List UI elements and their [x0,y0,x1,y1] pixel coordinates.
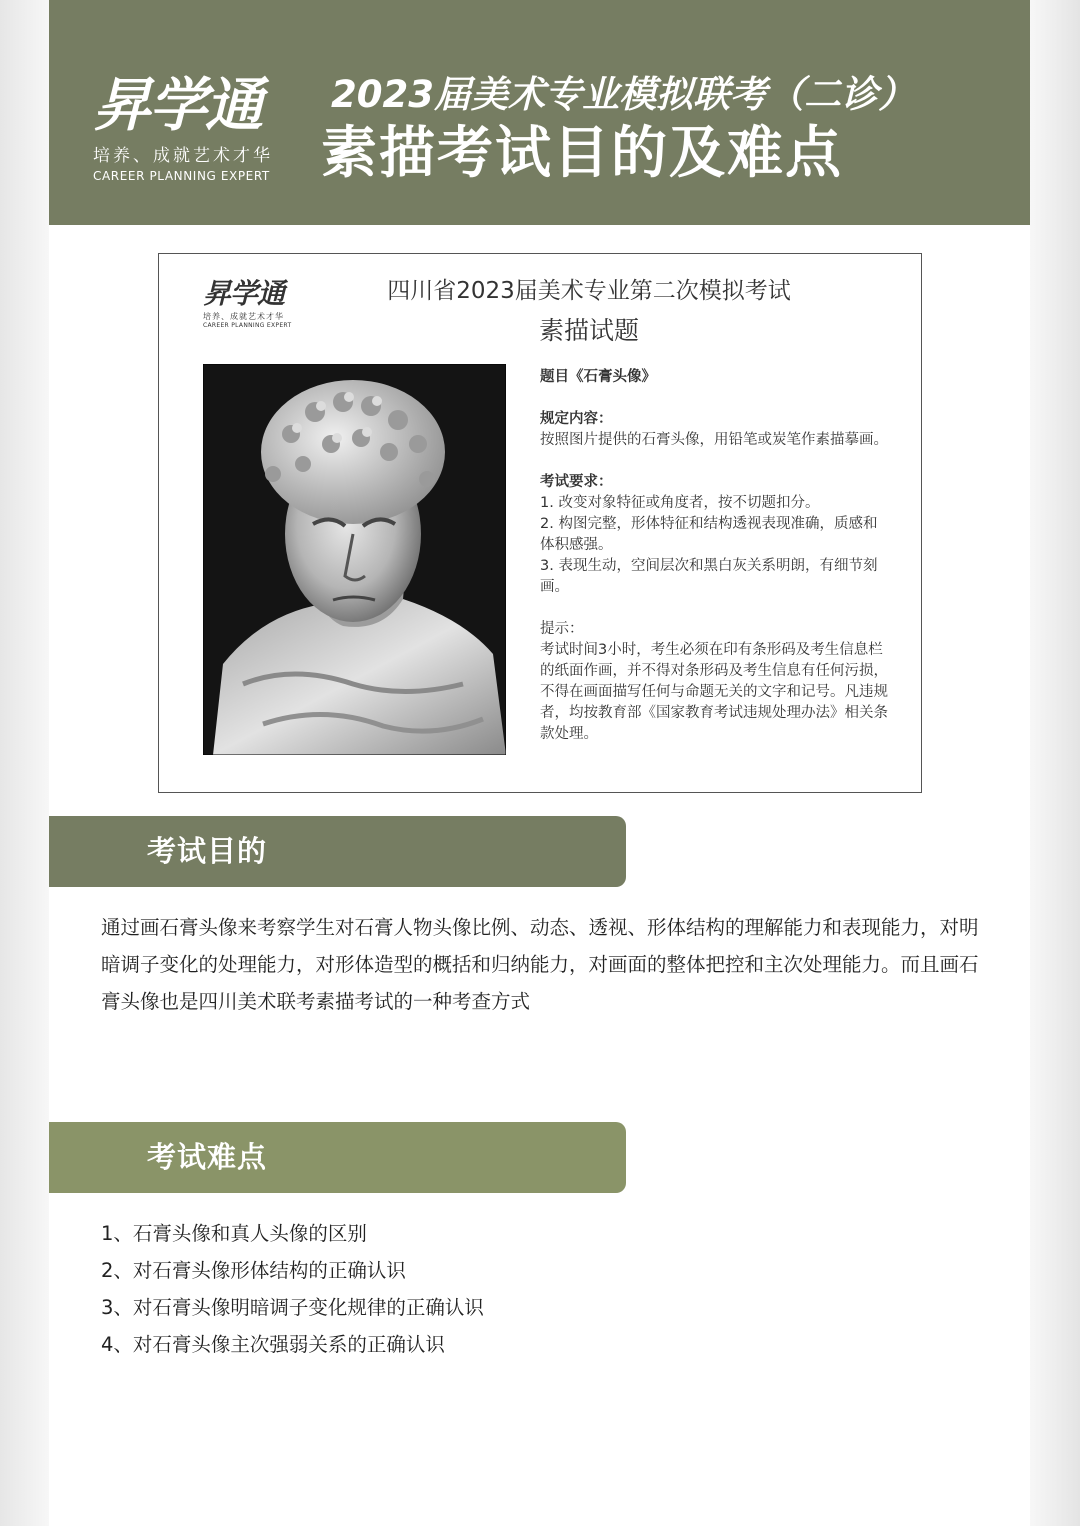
logo-slogan: 培养、成就艺术才华 [93,146,273,166]
card-subtitle: 素描试题 [538,316,639,345]
content-heading: 规定内容： [540,411,613,427]
plaster-bust-image [203,364,506,755]
difficulty-list [101,1215,484,1363]
card-instructions [540,367,890,745]
requirement-item: 2. 构图完整，形体特征和结构透视表现准确，质感和体积感强。 [540,516,878,553]
tip-text: 考试时间3小时，考生必须在印有条形码及考生信息栏的纸面作画，并不得对条形码及考生信息有任何污损，不得在画面描写任何与命题无关的文字和记号。凡违规者，均按教育部《国家教育考试违规处理办法》相关条款处理。 [540,642,888,742]
list-item: 3、对石膏头像明暗调子变化规律的正确认识 [101,1296,484,1319]
section-purpose-header [49,816,626,887]
list-item: 2、对石膏头像形体结构的正确认识 [101,1259,406,1282]
list-item: 1、石膏头像和真人头像的区别 [101,1222,367,1245]
card-logo-slogan: 培养、成就艺术才华 [203,312,284,321]
page [49,0,1030,1526]
page-title: 素描考试目的及难点 [321,121,843,186]
requirements-heading: 考试要求： [540,474,613,490]
logo-english: CAREER PLANNING EXPERT [93,169,270,183]
card-logo-wordmark: 昇学通 [203,277,285,310]
card-logo-english: CAREER PLANNING EXPERT [203,322,292,329]
card-title: 四川省2023届美术专业第二次模拟考试 [387,278,791,304]
card-topic: 题目《石膏头像》 [540,369,656,385]
logo-wordmark: 昇学通 [93,71,262,139]
section-difficulty-header [49,1122,626,1193]
header-banner [49,0,1030,225]
header-subtitle: 2023届美术专业模拟联考（二诊） [331,73,915,116]
list-item: 4、对石膏头像主次强弱关系的正确认识 [101,1333,445,1356]
exam-card [158,253,922,793]
section-purpose-text: 通过画石膏头像来考察学生对石膏人物头像比例、动态、透视、形体结构的理解能力和表现能力，对明暗调子变化的处理能力，对形体造型的概括和归纳能力，对画面的整体把控和主次处理能力。而且画石膏头像也是四川美术联考素描考试的一种考查方式 [101,916,979,1013]
brand-logo [93,72,273,183]
requirement-item: 1. 改变对象特征或角度者，按不切题扣分。 [540,495,820,511]
requirement-item: 3. 表现生动，空间层次和黑白灰关系明朗，有细节刻画。 [540,558,878,595]
section-difficulty-title: 考试难点 [147,1140,268,1174]
content-text: 按照图片提供的石膏头像，用铅笔或炭笔作素描摹画。 [540,432,888,448]
section-purpose-title: 考试目的 [147,834,268,868]
tip-heading: 提示： [540,621,584,637]
plaster-bust-illustration [203,364,506,755]
